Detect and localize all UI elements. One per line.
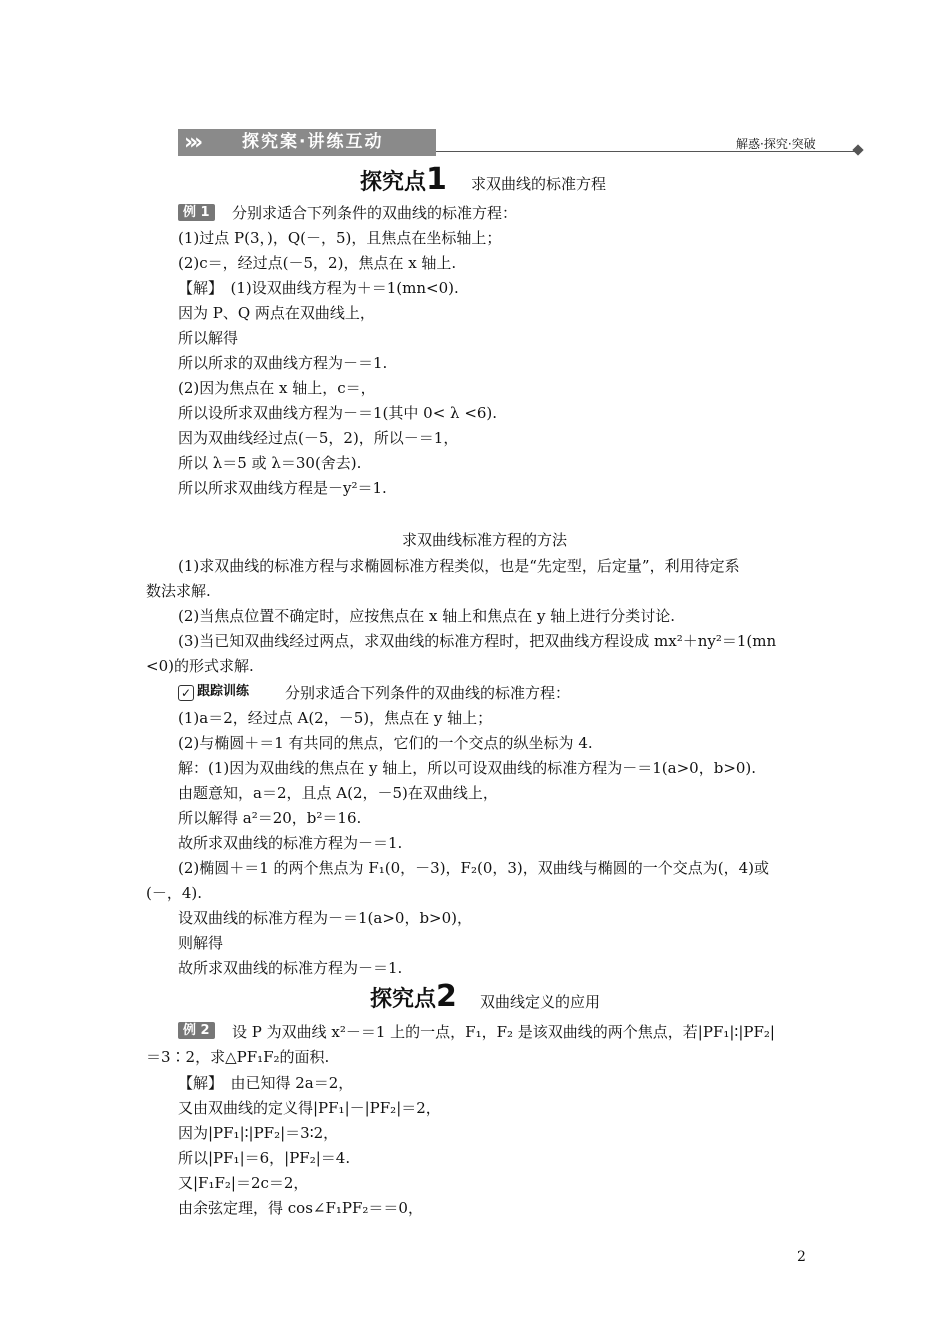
header-right-tag: 解惑·探究·突破	[736, 137, 816, 151]
practice-line: 则解得	[178, 934, 224, 952]
chevron-right-icon: ›››	[184, 130, 200, 155]
example1-line: 分别求适合下列条件的双曲线的标准方程：	[232, 204, 518, 222]
method-line: <0)的形式求解.	[146, 657, 254, 675]
section-title-text: 探究点	[370, 987, 437, 1012]
method-line: (1)求双曲线的标准方程与求椭圆标准方程类似，也是“先定型，后定量”，利用待定系	[178, 557, 740, 575]
section-banner	[178, 129, 436, 156]
solution-line: 又|F₁F₂|＝2c＝2，	[178, 1174, 309, 1192]
solution-line: 因为 P、Q 两点在双曲线上，	[178, 304, 375, 322]
method-line: 数法求解.	[146, 582, 211, 600]
section-number: 1	[426, 162, 447, 197]
solution-line: 因为|PF₁|∶|PF₂|＝3∶2，	[178, 1124, 339, 1142]
example-tag-2: 例 2	[178, 1022, 215, 1039]
solution-line: 因为双曲线经过点(－5，2)，所以－＝1，	[178, 429, 459, 447]
example1-line: (1)过点 P(3，)，Q(－，5)，且焦点在坐标轴上；	[178, 229, 502, 247]
solution-line: (2)因为焦点在 x 轴上，c＝，	[178, 379, 376, 397]
solution-line: 所以|PF₁|＝6，|PF₂|＝4.	[178, 1149, 351, 1167]
section-subtitle-2: 双曲线定义的应用	[480, 993, 601, 1011]
practice-line: (2)与椭圆＋＝1 有共同的焦点，它们的一个交点的纵坐标为 4.	[178, 734, 593, 752]
section-number: 2	[436, 979, 457, 1014]
practice-line: 故所求双曲线的标准方程为－＝1.	[178, 959, 403, 977]
solution-line: 由余弦定理，得 cos∠F₁PF₂＝＝0，	[178, 1199, 423, 1217]
example-tag-1: 例 1	[178, 204, 215, 221]
practice-line: 解：(1)因为双曲线的焦点在 y 轴上，所以可设双曲线的标准方程为－＝1(a>0，b>0).	[178, 759, 757, 777]
practice-line: (1)a＝2，经过点 A(2，－5)，焦点在 y 轴上；	[178, 709, 493, 727]
banner-title: 探究案·讲练互动	[242, 132, 384, 152]
solution-line: 所以解得	[178, 329, 239, 347]
solution-line: 所以所求双曲线方程是－y²＝1.	[178, 479, 387, 497]
example1-line: (2)c＝，经过点(－5，2)，焦点在 x 轴上.	[178, 254, 457, 272]
solution-line: 所以所求的双曲线方程为－＝1.	[178, 354, 388, 372]
practice-line: (2)椭圆＋＝1 的两个焦点为 F₁(0，－3)，F₂(0，3)，双曲线与椭圆的一个交点为(，4)或	[178, 859, 770, 877]
solution-line: 又由双曲线的定义得|PF₁|－|PF₂|＝2，	[178, 1099, 441, 1117]
practice-line: 所以解得 a²＝20，b²＝16.	[178, 809, 362, 827]
solution-line: 所以 λ＝5 或 λ＝30(舍去).	[178, 454, 362, 472]
method-line: (3)当已知双曲线经过两点，求双曲线的标准方程时，把双曲线方程设成 mx²＋ny²＝1(mn	[178, 632, 777, 650]
practice-tag-label: 跟踪训练	[197, 684, 250, 699]
section-title-2	[370, 979, 457, 1014]
practice-line: 由题意知，a＝2，且点 A(2，－5)在双曲线上，	[178, 784, 498, 802]
method-line: (2)当焦点位置不确定时，应按焦点在 x 轴上和焦点在 y 轴上进行分类讨论.	[178, 607, 676, 625]
page-number: 2	[797, 1249, 806, 1265]
section-title-1	[360, 162, 447, 197]
example2-line: ＝3∶2，求△PF₁F₂的面积.	[146, 1048, 330, 1066]
solution-line: 所以设所求双曲线方程为－＝1(其中 0< λ <6).	[178, 404, 498, 422]
practice-line: 故所求双曲线的标准方程为－＝1.	[178, 834, 403, 852]
practice-line: 设双曲线的标准方程为－＝1(a>0，b>0)，	[178, 909, 473, 927]
solution-line: 【解】 (1)设双曲线方程为＋＝1(mn<0).	[178, 279, 459, 297]
method-title: 求双曲线标准方程的方法	[402, 531, 568, 549]
solution-line: 【解】 由已知得 2a＝2，	[178, 1074, 354, 1092]
check-icon: ✓	[178, 685, 194, 701]
example2-line: 设 P 为双曲线 x²－＝1 上的一点，F₁，F₂ 是该双曲线的两个焦点，若|PF₁|∶|PF₂|	[232, 1023, 775, 1041]
practice-tag	[178, 683, 249, 701]
practice-line: 分别求适合下列条件的双曲线的标准方程：	[285, 684, 571, 702]
diamond-icon	[852, 144, 863, 155]
practice-line: (－，4).	[146, 884, 203, 902]
section-title-text: 探究点	[360, 170, 427, 195]
section-subtitle-1: 求双曲线的标准方程	[471, 175, 607, 193]
